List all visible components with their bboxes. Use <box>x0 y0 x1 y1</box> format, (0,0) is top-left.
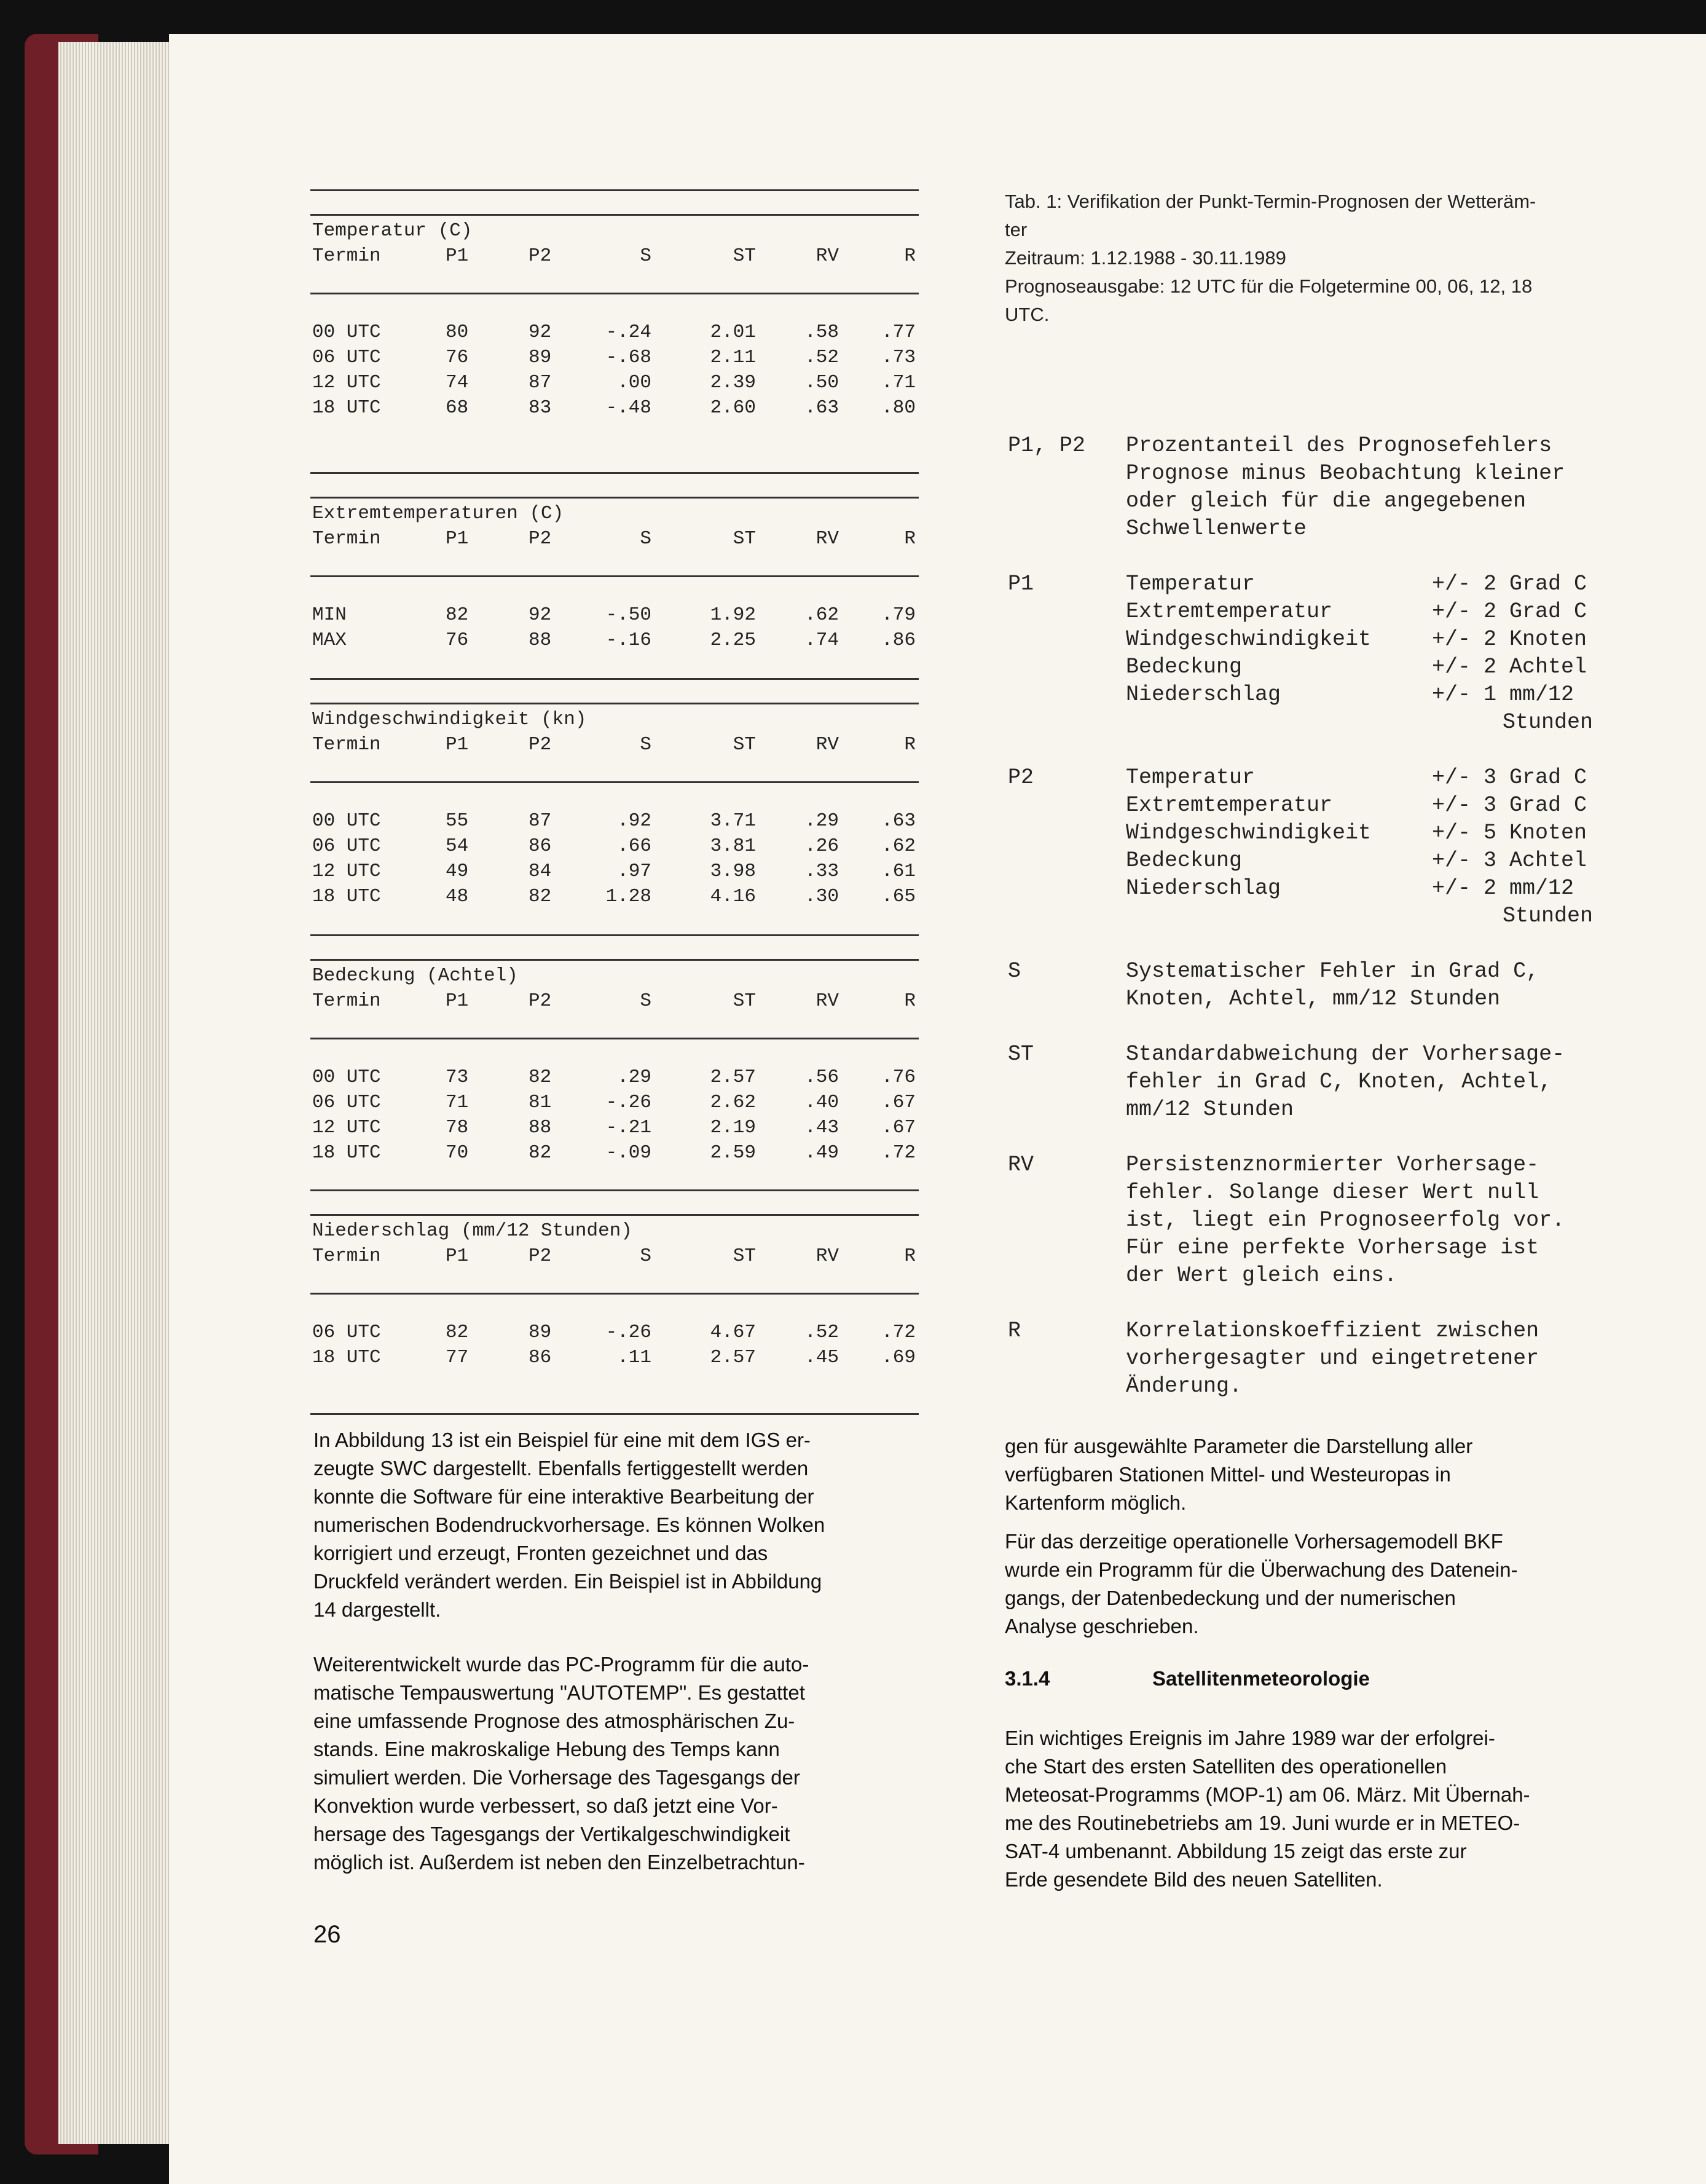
column-header: Termin <box>312 245 381 267</box>
table-cell: 2.57 <box>710 1066 756 1088</box>
table-cell: .67 <box>881 1117 916 1138</box>
column-header: P1 <box>446 990 469 1012</box>
table-caption <box>1005 187 1619 329</box>
text-line: simuliert werden. Die Vorhersage des Tagesgangs der <box>313 1766 800 1789</box>
table-rule-header <box>310 781 919 783</box>
table-cell: -.16 <box>605 629 651 651</box>
text-line: stands. Eine makroskalige Hebung des Temps kann <box>313 1738 780 1760</box>
row-label: 12 UTC <box>312 372 381 393</box>
text-line: zeugte SWC dargestellt. Ebenfalls fertiggestellt werden <box>313 1457 809 1480</box>
section-heading <box>1005 1667 1370 1690</box>
table-rule-top <box>310 189 919 191</box>
glossary-term: P1, P2 <box>1008 433 1086 458</box>
threshold-param: Bedeckung <box>1126 655 1243 679</box>
glossary-def: vorhergesagter und eingetretener <box>1126 1346 1539 1371</box>
table-cell: 2.11 <box>710 347 756 368</box>
table-cell: 82 <box>446 604 469 626</box>
table-cell: .71 <box>881 372 916 393</box>
table-rule-top <box>310 472 919 474</box>
table-cell: 84 <box>529 861 552 882</box>
table-cell: .52 <box>804 347 839 368</box>
text-line: möglich ist. Außerdem ist neben den Einzelbetrachtun- <box>313 1851 805 1874</box>
threshold-value: +/- 2 mm/12 <box>1432 876 1574 901</box>
table-cell: 3.98 <box>710 861 756 882</box>
row-label: 00 UTC <box>312 810 381 832</box>
table-rule-header <box>310 293 919 294</box>
left-paragraph-2 <box>313 1650 916 1877</box>
table-cell: -.26 <box>605 1092 651 1113</box>
row-label: 18 UTC <box>312 1347 381 1368</box>
table-cell: 82 <box>446 1322 469 1343</box>
column-header: R <box>904 734 916 755</box>
row-label: 12 UTC <box>312 861 381 882</box>
table-cell: -.09 <box>605 1142 651 1164</box>
column-header: ST <box>733 1245 756 1267</box>
table-cell: 3.71 <box>710 810 756 832</box>
column-header: ST <box>733 990 756 1012</box>
table-cell: -.68 <box>605 347 651 368</box>
column-header: R <box>904 990 916 1012</box>
text-line: Weiterentwickelt wurde das PC-Programm für die auto- <box>313 1653 809 1676</box>
table-cell: .62 <box>804 604 839 626</box>
table-cell: .43 <box>804 1117 839 1138</box>
table-cell: 73 <box>446 1066 469 1088</box>
table-cell: .63 <box>881 810 916 832</box>
glossary-def: Änderung. <box>1126 1374 1243 1398</box>
text-line: Ein wichtiges Ereignis im Jahre 1989 war der erfolgrei- <box>1005 1727 1495 1749</box>
table-cell: .79 <box>881 604 916 626</box>
caption-line: UTC. <box>1005 304 1050 325</box>
text-line: SAT-4 umbenannt. Abbildung 15 zeigt das erste zur <box>1005 1840 1467 1863</box>
column-header: RV <box>816 1245 839 1267</box>
table-cell: -.24 <box>605 321 651 343</box>
row-label: MAX <box>312 629 347 651</box>
glossary-term: R <box>1008 1319 1021 1343</box>
glossary-def: fehler. Solange dieser Wert null <box>1126 1180 1539 1205</box>
table-cell: 86 <box>529 1347 552 1368</box>
glossary-def: oder gleich für die angegebenen <box>1126 489 1527 513</box>
table-rule-top <box>310 678 919 680</box>
threshold-value: +/- 5 Knoten <box>1432 821 1587 845</box>
table-rule-header <box>310 1038 919 1039</box>
table-rule-top <box>310 959 919 961</box>
table-cell: 4.67 <box>710 1322 756 1343</box>
column-header: S <box>640 245 651 267</box>
text-line: 14 dargestellt. <box>313 1598 441 1621</box>
text-line: Konvektion wurde verbessert, so daß jetzt eine Vor- <box>313 1794 778 1817</box>
table-cell: 87 <box>529 810 552 832</box>
table-cell: 2.60 <box>710 397 756 419</box>
caption-line: ter <box>1005 219 1028 240</box>
threshold-value: +/- 3 Achtel <box>1432 848 1587 873</box>
text-line: matische Tempauswertung "AUTOTEMP". Es gestattet <box>313 1681 805 1704</box>
glossary-def: Prognose minus Beobachtung kleiner <box>1126 461 1565 486</box>
text-line: Erde gesendete Bild des neuen Satelliten. <box>1005 1868 1383 1891</box>
table-cell: .30 <box>804 886 839 907</box>
text-line: verfügbaren Stationen Mittel- und Westeuropas in <box>1005 1463 1451 1486</box>
glossary-def: mm/12 Stunden <box>1126 1097 1294 1122</box>
table-cell: 92 <box>529 604 552 626</box>
threshold-value: +/- 2 Grad C <box>1432 599 1587 624</box>
text-line: Analyse geschrieben. <box>1005 1615 1199 1638</box>
glossary-def: Korrelationskoeffizient zwischen <box>1126 1319 1539 1343</box>
table-cell: .45 <box>804 1347 839 1368</box>
glossary-def: Schwellenwerte <box>1126 516 1307 541</box>
glossary-term: RV <box>1008 1153 1034 1177</box>
table-rule-header <box>310 1293 919 1295</box>
table-cell: 88 <box>529 1117 552 1138</box>
column-header: Termin <box>312 734 381 755</box>
table-cell: .73 <box>881 347 916 368</box>
threshold-param: Windgeschwindigkeit <box>1126 627 1372 652</box>
table-cell: 82 <box>529 1066 552 1088</box>
column-header: Termin <box>312 528 381 550</box>
threshold-value: +/- 3 Grad C <box>1432 793 1587 818</box>
table-cell: 49 <box>446 861 469 882</box>
right-paragraph-1 <box>1005 1432 1619 1517</box>
table-cell: 2.57 <box>710 1347 756 1368</box>
table-title: Niederschlag (mm/12 Stunden) <box>312 1220 632 1242</box>
table-cell: .97 <box>617 861 651 882</box>
right-paragraph-3 <box>1005 1724 1619 1894</box>
table-cell: 1.28 <box>605 886 651 907</box>
table-cell: 83 <box>529 397 552 419</box>
column-header: P2 <box>529 1245 552 1267</box>
threshold-unit: Stunden <box>1503 904 1594 928</box>
row-label: 18 UTC <box>312 886 381 907</box>
table-cell: .52 <box>804 1322 839 1343</box>
column-header: RV <box>816 245 839 267</box>
row-label: 06 UTC <box>312 835 381 857</box>
threshold-param: Temperatur <box>1126 572 1256 596</box>
threshold-param: Extremtemperatur <box>1126 793 1333 818</box>
table-cell: 2.62 <box>710 1092 756 1113</box>
threshold-value: +/- 3 Grad C <box>1432 765 1587 790</box>
table-cell: .62 <box>881 835 916 857</box>
threshold-value: +/- 2 Knoten <box>1432 627 1587 652</box>
table-rule-top <box>310 934 919 936</box>
table-cell: .74 <box>804 629 839 651</box>
glossary-term: ST <box>1008 1042 1034 1066</box>
row-label: 00 UTC <box>312 1066 381 1088</box>
glossary-term: P2 <box>1008 765 1034 790</box>
text-line: konnte die Software für eine interaktive Bearbeitung der <box>313 1485 814 1508</box>
table-cell: 2.59 <box>710 1142 756 1164</box>
table-cell: 3.81 <box>710 835 756 857</box>
row-label: 12 UTC <box>312 1117 381 1138</box>
threshold-param: Temperatur <box>1126 765 1256 790</box>
column-header: P2 <box>529 734 552 755</box>
table-cell: -.50 <box>605 604 651 626</box>
column-header: ST <box>733 245 756 267</box>
threshold-value: +/- 2 Grad C <box>1432 572 1587 596</box>
glossary-term: S <box>1008 959 1021 984</box>
table-cell: 86 <box>529 835 552 857</box>
column-header: S <box>640 1245 651 1267</box>
column-header: ST <box>733 734 756 755</box>
table-cell: 1.92 <box>710 604 756 626</box>
table-rule-top <box>310 214 919 216</box>
text-line: gangs, der Datenbedeckung und der numerischen <box>1005 1587 1456 1609</box>
row-label: 06 UTC <box>312 1322 381 1343</box>
table-cell: .80 <box>881 397 916 419</box>
table-cell: 74 <box>446 372 469 393</box>
column-header: P1 <box>446 1245 469 1267</box>
table-cell: 88 <box>529 629 552 651</box>
table-cell: .69 <box>881 1347 916 1368</box>
table-title: Temperatur (C) <box>312 220 473 242</box>
table-cell: .61 <box>881 861 916 882</box>
table-cell: -.21 <box>605 1117 651 1138</box>
threshold-param: Niederschlag <box>1126 682 1281 707</box>
glossary-def: der Wert gleich eins. <box>1126 1263 1397 1288</box>
table-cell: .33 <box>804 861 839 882</box>
table-cell: 2.01 <box>710 321 756 343</box>
table-cell: .29 <box>617 1066 651 1088</box>
text-line: gen für ausgewählte Parameter die Darstellung aller <box>1005 1435 1473 1457</box>
threshold-param: Niederschlag <box>1126 876 1281 901</box>
table-cell: 87 <box>529 372 552 393</box>
table-cell: 48 <box>446 886 469 907</box>
glossary-def: ist, liegt ein Prognoseerfolg vor. <box>1126 1208 1565 1232</box>
table-cell: .56 <box>804 1066 839 1088</box>
table-cell: 92 <box>529 321 552 343</box>
row-label: 18 UTC <box>312 397 381 419</box>
text-line: wurde ein Programm für die Überwachung des Datenein- <box>1005 1558 1518 1581</box>
caption-line: Zeitraum: 1.12.1988 - 30.11.1989 <box>1005 247 1286 269</box>
text-line: In Abbildung 13 ist ein Beispiel für eine mit dem IGS er- <box>313 1429 811 1451</box>
threshold-unit: Stunden <box>1503 710 1594 735</box>
table-cell: .65 <box>881 886 916 907</box>
text-line: Druckfeld verändert werden. Ein Beispiel ist in Abbildung <box>313 1570 822 1593</box>
column-header: Termin <box>312 990 381 1012</box>
table-cell: 68 <box>446 397 469 419</box>
row-label: 06 UTC <box>312 1092 381 1113</box>
section-number: 3.1.4 <box>1005 1667 1050 1690</box>
table-cell: 82 <box>529 1142 552 1164</box>
table-cell: 2.19 <box>710 1117 756 1138</box>
table-rule-top <box>310 1214 919 1216</box>
glossary-def: fehler in Grad C, Knoten, Achtel, <box>1126 1070 1552 1094</box>
table-cell: .00 <box>617 372 651 393</box>
row-label: 18 UTC <box>312 1142 381 1164</box>
column-header: R <box>904 245 916 267</box>
column-header: P2 <box>529 245 552 267</box>
column-header: ST <box>733 528 756 550</box>
table-cell: 82 <box>529 886 552 907</box>
table-cell: 76 <box>446 629 469 651</box>
table-cell: .72 <box>881 1322 916 1343</box>
text-line: Meteosat-Programms (MOP-1) am 06. März. Mit Übernah- <box>1005 1783 1530 1806</box>
table-cell: .40 <box>804 1092 839 1113</box>
table-cell: .72 <box>881 1142 916 1164</box>
column-header: P2 <box>529 990 552 1012</box>
table-cell: 78 <box>446 1117 469 1138</box>
table-cell: 55 <box>446 810 469 832</box>
column-header: RV <box>816 528 839 550</box>
page-number: 26 <box>313 1921 341 1948</box>
table-cell: 76 <box>446 347 469 368</box>
table-rule-top <box>310 703 919 704</box>
threshold-value: +/- 1 mm/12 <box>1432 682 1574 707</box>
text-line: Kartenform möglich. <box>1005 1491 1187 1514</box>
text-line: Für das derzeitige operationelle Vorhersagemodell BKF <box>1005 1530 1503 1553</box>
text-line: numerischen Bodendruckvorhersage. Es können Wolken <box>313 1513 825 1536</box>
text-line: me des Routinebetriebs am 19. Juni wurde er in METEO- <box>1005 1811 1520 1834</box>
table-rule-bottom <box>310 1413 919 1415</box>
table-cell: .49 <box>804 1142 839 1164</box>
table-rule-top <box>310 497 919 499</box>
table-cell: .86 <box>881 629 916 651</box>
caption-line: Tab. 1: Verifikation der Punkt-Termin-Prognosen der Wetteräm- <box>1005 191 1536 212</box>
column-header: RV <box>816 734 839 755</box>
table-cell: -.48 <box>605 397 651 419</box>
table-cell: .26 <box>804 835 839 857</box>
column-header: RV <box>816 990 839 1012</box>
glossary-def: Standardabweichung der Vorhersage- <box>1126 1042 1565 1066</box>
table-cell: .50 <box>804 372 839 393</box>
table-cell: .29 <box>804 810 839 832</box>
table-rule-top <box>310 1189 919 1191</box>
column-header: S <box>640 734 651 755</box>
text-line: eine umfassende Prognose des atmosphärischen Zu- <box>313 1709 795 1732</box>
table-cell: .77 <box>881 321 916 343</box>
caption-line: Prognoseausgabe: 12 UTC für die Folgetermine 00, 06, 12, 18 <box>1005 275 1533 297</box>
threshold-param: Windgeschwindigkeit <box>1126 821 1372 845</box>
column-header: P2 <box>529 528 552 550</box>
page-edges <box>58 42 175 2144</box>
column-header: R <box>904 1245 916 1267</box>
table-cell: 71 <box>446 1092 469 1113</box>
right-paragraph-2 <box>1005 1528 1619 1641</box>
glossary-term: P1 <box>1008 572 1034 596</box>
table-cell: .92 <box>617 810 651 832</box>
table-rule-header <box>310 575 919 577</box>
table-cell: 2.39 <box>710 372 756 393</box>
glossary-def: Knoten, Achtel, mm/12 Stunden <box>1126 987 1501 1011</box>
row-label: 06 UTC <box>312 347 381 368</box>
table-cell: 89 <box>529 1322 552 1343</box>
row-label: 00 UTC <box>312 321 381 343</box>
column-header: S <box>640 990 651 1012</box>
table-cell: -.26 <box>605 1322 651 1343</box>
threshold-value: +/- 2 Achtel <box>1432 655 1587 679</box>
table-cell: .67 <box>881 1092 916 1113</box>
column-header: P1 <box>446 734 469 755</box>
text-line: che Start des ersten Satelliten des operationellen <box>1005 1755 1447 1778</box>
text-line: hersage des Tagesgangs der Vertikalgeschwindigkeit <box>313 1823 790 1845</box>
table-title: Windgeschwindigkeit (kn) <box>312 709 587 730</box>
column-header: R <box>904 528 916 550</box>
glossary-def: Für eine perfekte Vorhersage ist <box>1126 1236 1539 1260</box>
row-label: MIN <box>312 604 347 626</box>
table-cell: 2.25 <box>710 629 756 651</box>
column-header: P1 <box>446 528 469 550</box>
column-header: P1 <box>446 245 469 267</box>
text-line: korrigiert und erzeugt, Fronten gezeichnet und das <box>313 1542 768 1564</box>
table-cell: .66 <box>617 835 651 857</box>
table-title: Bedeckung (Achtel) <box>312 965 518 987</box>
threshold-param: Bedeckung <box>1126 848 1243 873</box>
glossary-def: Prozentanteil des Prognosefehlers <box>1126 433 1552 458</box>
table-cell: .63 <box>804 397 839 419</box>
threshold-param: Extremtemperatur <box>1126 599 1333 624</box>
table-cell: .76 <box>881 1066 916 1088</box>
glossary-def: Systematischer Fehler in Grad C, <box>1126 959 1539 984</box>
table-cell: 81 <box>529 1092 552 1113</box>
table-cell: .58 <box>804 321 839 343</box>
table-title: Extremtemperaturen (C) <box>312 503 564 524</box>
glossary-def: Persistenznormierter Vorhersage- <box>1126 1153 1539 1177</box>
table-cell: 89 <box>529 347 552 368</box>
section-title: Satellitenmeteorologie <box>1152 1667 1370 1690</box>
column-header: Termin <box>312 1245 381 1267</box>
column-header: S <box>640 528 651 550</box>
table-cell: 80 <box>446 321 469 343</box>
table-cell: 77 <box>446 1347 469 1368</box>
table-cell: 54 <box>446 835 469 857</box>
left-paragraph-1 <box>313 1426 916 1624</box>
table-cell: .11 <box>617 1347 651 1368</box>
table-cell: 70 <box>446 1142 469 1164</box>
table-cell: 4.16 <box>710 886 756 907</box>
